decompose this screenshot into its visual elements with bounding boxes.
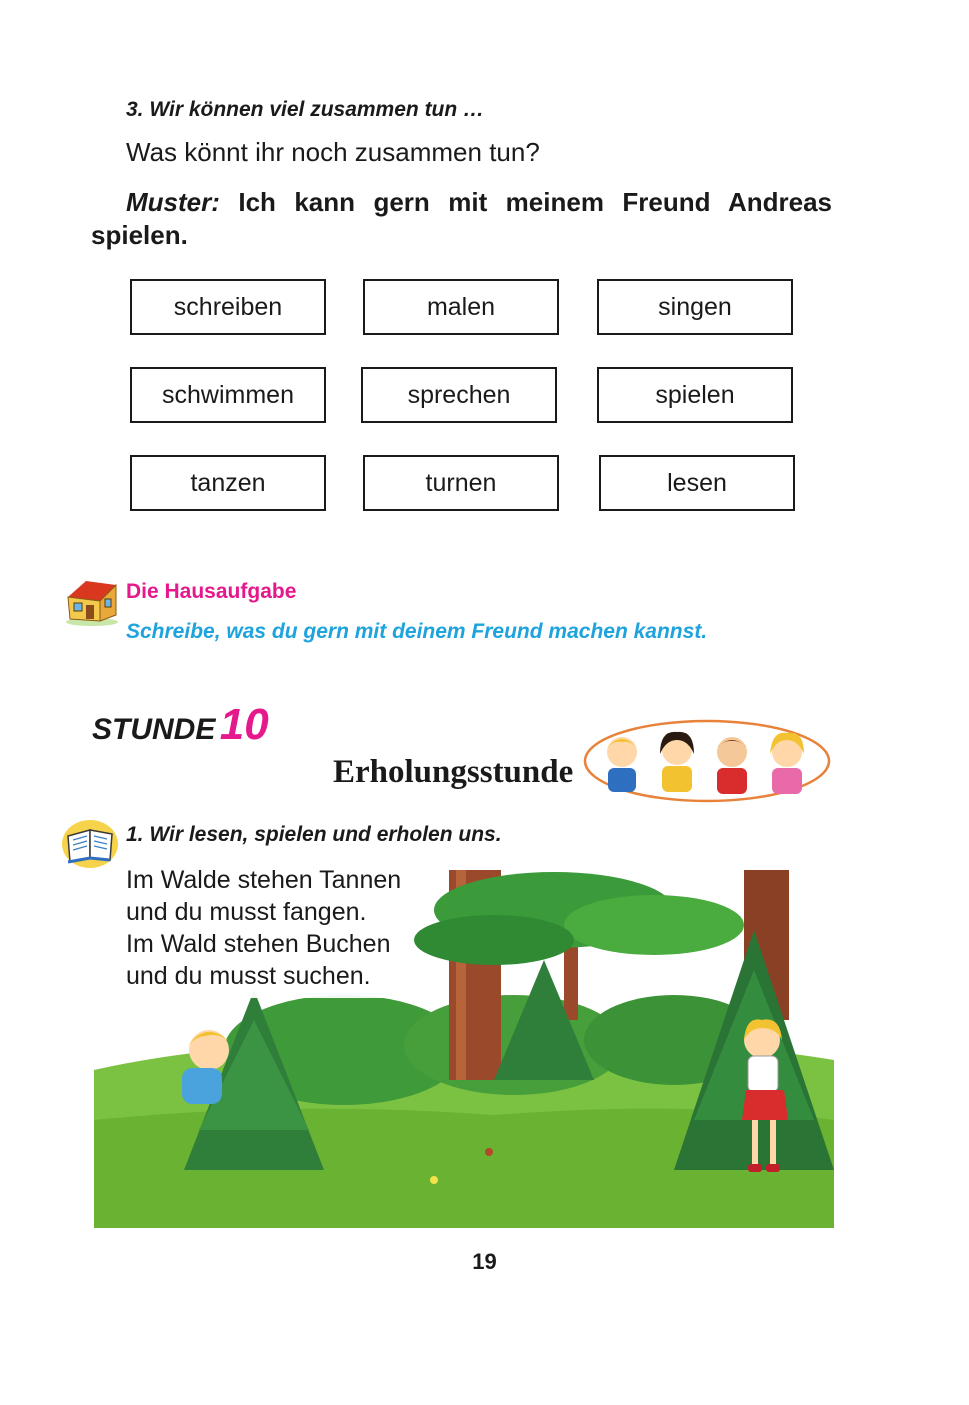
homework-title: Die Hausaufgabe (126, 580, 297, 603)
word-box: malen (363, 279, 559, 335)
word-box: turnen (363, 455, 559, 511)
muster-text: Ich kann gern mit meinem Freund Andreas spielen. (91, 187, 832, 250)
task-3-title: 3. Wir können viel zusammen tun … (126, 98, 485, 121)
word-box: schwimmen (130, 367, 326, 423)
task-1-title: 1. Wir lesen, spielen und erholen uns. (126, 823, 502, 846)
house-icon (64, 575, 120, 627)
children-illustration (582, 718, 832, 804)
lesson-word: STUNDE (92, 713, 216, 746)
word-box: sprechen (361, 367, 557, 423)
task-3-question: Was könnt ihr noch zusammen tun? (126, 137, 540, 167)
word-box: spielen (597, 367, 793, 423)
word-box: schreiben (130, 279, 326, 335)
lesson-number: 10 (219, 700, 269, 749)
word-box: lesen (599, 455, 795, 511)
poem-line: und du musst suchen. (126, 962, 371, 990)
word-box: singen (597, 279, 793, 335)
poem-line: und du musst fangen. (126, 898, 367, 926)
muster-sentence (91, 186, 832, 252)
homework-text: Schreibe, was du gern mit deinem Freund machen kannst. (126, 620, 708, 643)
muster-label: Muster: (126, 187, 220, 217)
lesson-heading (92, 700, 269, 750)
lesson-title: Erholungsstunde (333, 754, 574, 790)
word-box: tanzen (130, 455, 326, 511)
poem-line: Im Wald stehen Buchen (126, 930, 391, 958)
page-number: 19 (472, 1249, 497, 1274)
poem-line: Im Walde stehen Tannen (126, 866, 402, 894)
poem (126, 864, 409, 998)
book-icon (60, 814, 122, 870)
